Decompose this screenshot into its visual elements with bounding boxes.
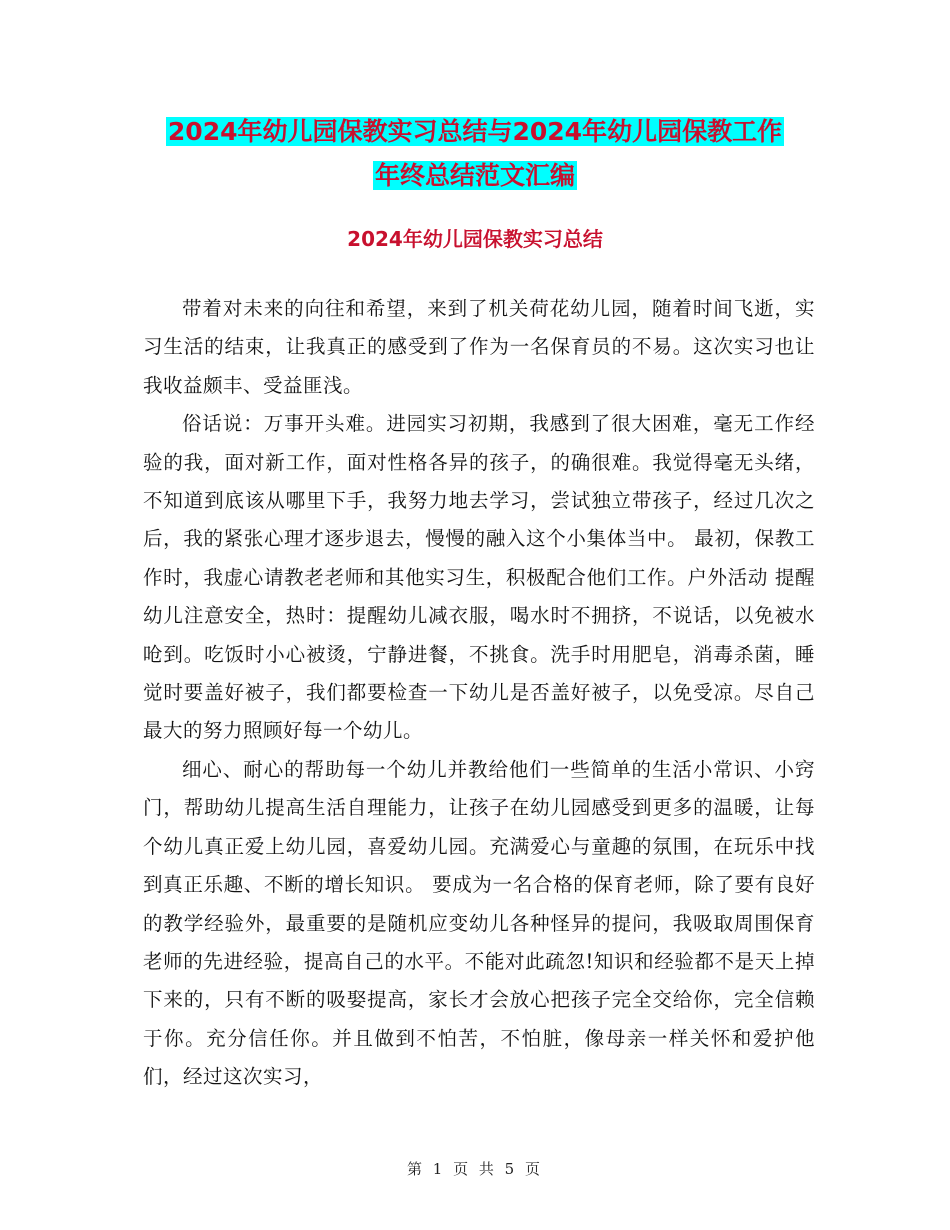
body-text xyxy=(143,290,815,1097)
document-title xyxy=(0,110,950,198)
document-title-line-2: 年终总结范文汇编 xyxy=(374,161,575,190)
paragraph-1: 带着对未来的向往和希望，来到了机关荷花幼儿园，随着时间飞逝，实习生活的结束，让我真正的感受到了作为一名保育员的不易。这次实习也让我收益颇丰、受益匪浅。 xyxy=(143,297,815,397)
page-footer: 第 1 页 共 5 页 xyxy=(407,1160,543,1178)
paragraph-3: 细心、耐心的帮助每一个幼儿并教给他们一些简单的生活小常识、小窍门，帮助幼儿提高生活自理能力，让孩子在幼儿园感受到更多的温暖，让每个幼儿真正爱上幼儿园，喜爱幼儿园。充满爱心与童趣的氛围，在玩乐中找到真正乐趣、不断的增长知识。 要成为一名合格的保育老师，除了要有良好的教学经验外，最重要的是随机应变幼儿各种怪异的提问，我吸取周围保育老师的先进经验，提高自己的水平。不能对此疏忽!知识和经验都不是天上掉下来的，只有不断的吸娶提高，家长才会放心把孩子完全交给你，完全信赖于你。充分信任你。并且做到不怕苦，不怕脏，像母亲一样关怀和爱护他们，经过这次实习， xyxy=(143,757,815,1089)
document-title-line-1: 2024年幼儿园保教实习总结与2024年幼儿园保教工作 xyxy=(167,117,783,146)
paragraph-2: 俗话说：万事开头难。进园实习初期，我感到了很大困难，毫无工作经验的我，面对新工作，面对性格各异的孩子，的确很难。我觉得毫无头绪，不知道到底该从哪里下手，我努力地去学习，尝试独立带孩子，经过几次之后，我的紧张心理才逐步退去，慢慢的融入这个小集体当中。 最初，保教工作时，我虚心请教老老师和其他实习生，积极配合他们工作。户外活动 提醒幼儿注意安全，热时：提醒幼儿减衣服，喝水时不拥挤，不说话，以免被水呛到。吃饭时小心被烫，宁静进餐，不挑食。洗手时用肥皂，消毒杀菌，睡觉时要盖好被子，我们都要检查一下幼儿是否盖好被子，以免受凉。尽自己最大的努力照顾好每一个幼儿。 xyxy=(143,412,815,743)
section-heading: 2024年幼儿园保教实习总结 xyxy=(347,227,603,251)
